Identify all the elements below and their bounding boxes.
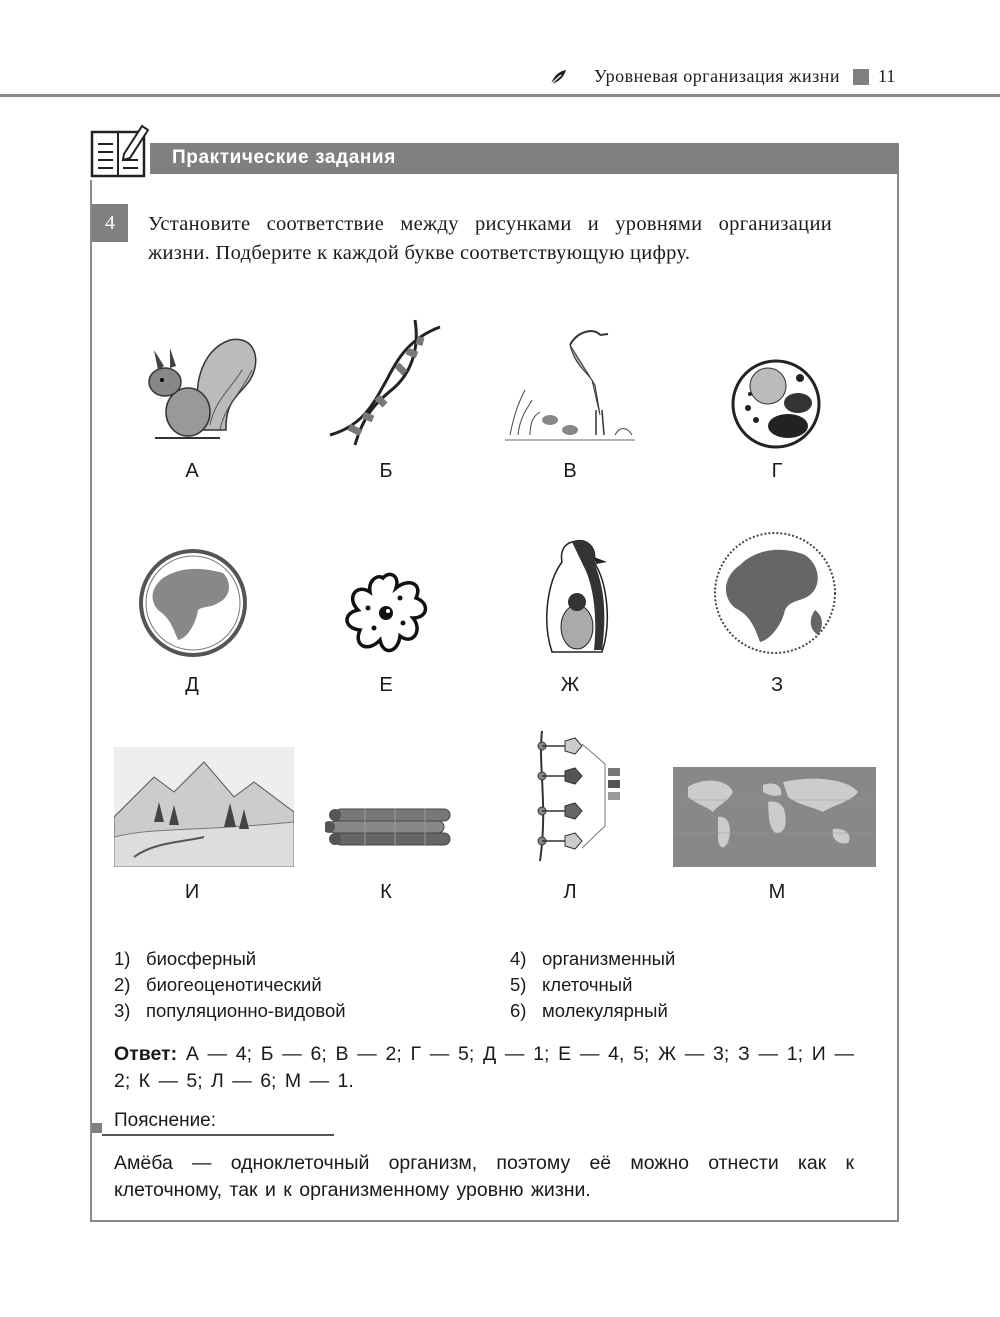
world-map-icon	[673, 767, 876, 867]
earth-sketch-icon	[710, 530, 840, 656]
microtubules-icon	[325, 795, 455, 857]
section-title: Практические задания	[172, 147, 396, 168]
penguins-icon	[522, 532, 627, 660]
picture-label: Б	[379, 460, 393, 482]
picture-label: З	[770, 674, 784, 696]
running-title: Уровневая организация жизни	[593, 66, 840, 86]
list-item: 5) клеточный	[510, 974, 633, 995]
levels-left	[114, 946, 346, 1024]
header-rule	[0, 94, 1000, 97]
answer-label: Ответ:	[114, 1043, 178, 1065]
answer	[114, 1041, 854, 1095]
list-item: 6) молекулярный	[510, 1000, 668, 1021]
explanation-text: Амёба — одноклеточный организм, поэтому её можно отнести как к клеточному, так и к организменному уровню жизни.	[114, 1152, 854, 1201]
list-item: 4) организменный	[510, 948, 676, 969]
explanation-heading: Пояснение:	[92, 1110, 242, 1136]
picture-label: И	[184, 881, 200, 903]
molecule-chain-icon	[520, 726, 640, 866]
picture-label: В	[563, 460, 577, 482]
picture-label: Е	[379, 674, 393, 696]
mountain-landscape-icon	[114, 747, 294, 867]
amoeba-icon	[338, 568, 433, 658]
dna-icon	[325, 315, 445, 450]
picture-label: Ж	[560, 674, 580, 696]
picture-label: Г	[771, 460, 783, 482]
cell-closeup-icon	[730, 358, 822, 450]
page-number: 11	[878, 66, 896, 86]
running-head	[0, 60, 1000, 96]
levels-right	[510, 946, 675, 1024]
picture-label: М	[768, 881, 786, 903]
list-item: 2) биогеоценотический	[114, 974, 322, 995]
notebook-pencil-icon	[88, 120, 150, 180]
header-square	[853, 69, 869, 85]
picture-label: К	[380, 881, 392, 903]
squirrel-icon	[130, 330, 260, 448]
globe-icon	[138, 548, 248, 658]
task-number: 4	[92, 204, 128, 242]
picture-label: Л	[563, 881, 577, 903]
task-text: Установите соответствие между рисунками и уровнями организации жизни. Подберите к каждой букве соответствующую цифру.	[148, 213, 832, 264]
leaf-icon	[548, 67, 568, 87]
answer-text: А — 4; Б — 6; В — 2; Г — 5; Д — 1; Е — 4, 5; Ж — 3; З — 1; И — 2; К — 5; Л — 6; М — 1.	[114, 1043, 854, 1092]
picture-label: А	[185, 460, 199, 482]
section-banner	[148, 143, 899, 174]
list-item: 1) биосферный	[114, 948, 257, 969]
list-item: 3) популяционно-видовой	[114, 1000, 346, 1021]
picture-label: Д	[185, 674, 199, 696]
heron-pond-icon	[500, 320, 640, 448]
